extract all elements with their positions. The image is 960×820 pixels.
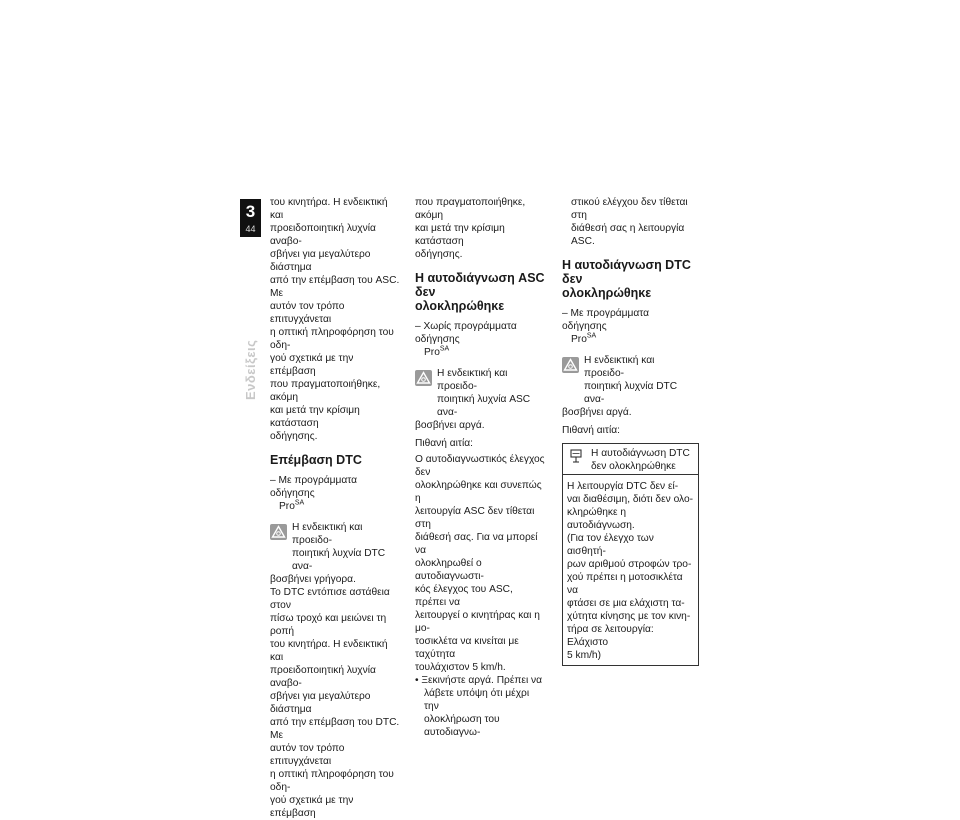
- condition-line: – Με προγράμματα οδήγησης: [562, 308, 650, 332]
- indicator-block: [562, 354, 692, 419]
- text-line: προειδοποιητική λυχνία αναβο-: [270, 223, 376, 247]
- text-line: Η ενδεικτική και προειδο-: [292, 522, 363, 546]
- text-line: ποιητική λυχνία DTC ανα-: [292, 548, 386, 572]
- chapter-tab: [240, 199, 261, 237]
- heading-line: ολοκληρώθηκε: [562, 286, 652, 300]
- text-line: και μετά την κρίσιμη κατάσταση: [415, 223, 505, 247]
- cause-label: Πιθανή αιτία:: [415, 438, 473, 449]
- text-line: οδήγησης.: [270, 431, 318, 442]
- text-line: κληρώθηκε η αυτοδιάγνωση.: [567, 507, 635, 531]
- text-line: η οπτική πληροφόρηση του οδη-: [270, 327, 394, 351]
- section-label: Ενδείξεις: [243, 339, 258, 400]
- col1-body: [270, 586, 400, 820]
- cause-label: Πιθανή αιτία:: [562, 425, 620, 436]
- text-line: λειτουργεί ο κινητήρας και η μο-: [415, 610, 540, 634]
- condition-line-2: [415, 346, 545, 359]
- condition-line: – Χωρίς προγράμματα οδήγησης: [415, 321, 517, 345]
- diagnosis-info-box: [562, 443, 699, 666]
- heading-line: ολοκληρώθηκε: [415, 299, 505, 313]
- text-line: αυτόν τον τρόπο επιτυγχάνεται: [270, 743, 345, 767]
- box-header: [563, 444, 698, 475]
- pro-label: Pro: [279, 501, 295, 512]
- text-line: τουλάχιστον 5 km/h.: [415, 662, 506, 673]
- text-line: και μετά την κρίσιμη κατάσταση: [270, 405, 360, 429]
- column-3: [562, 196, 692, 666]
- text-line: ποιητική λυχνία DTC ανα-: [584, 381, 678, 405]
- box-body: [563, 475, 698, 665]
- text-line: Η αυτοδιάγνωση DTC: [591, 448, 690, 459]
- text-line: χού πρέπει η μοτοσικλέτα να: [567, 572, 683, 596]
- chapter-number: 3: [245, 202, 256, 221]
- text-line: λάβετε υπόψη ότι μέχρι την: [424, 688, 530, 712]
- text-line: που πραγματοποιήθηκε, ακόμη: [270, 379, 381, 403]
- sa-sup: SA: [586, 332, 597, 340]
- indicator-lamp-icon: [570, 449, 582, 465]
- cause-text: [415, 453, 545, 674]
- indicator-block: [270, 521, 400, 586]
- text-line: βοσβήνει αργά.: [415, 420, 485, 431]
- text-line: ναι διαθέσιμη, διότι δεν ολο-: [567, 494, 694, 505]
- text-line: ρων αριθμού στροφών τρο-: [567, 559, 692, 570]
- text-line: σβήνει για μεγαλύτερο διάστημα: [270, 691, 371, 715]
- text-line: δεν ολοκληρώθηκε: [591, 461, 676, 472]
- text-line: ποιητική λυχνία ASC ανα-: [437, 394, 531, 418]
- sa-sup: SA: [294, 499, 305, 507]
- text-line: από την επέμβαση του DTC. Με: [270, 717, 400, 741]
- page-number: 44: [245, 224, 256, 234]
- text-line: διάθεσή σας. Για να μπορεί να: [415, 532, 538, 556]
- text-line: του κινητήρα. Η ενδεικτική και: [270, 639, 388, 663]
- condition-line-2: [562, 333, 692, 346]
- col1-intro: [270, 196, 400, 443]
- text-line: ολοκληρώθηκε και συνεπώς η: [415, 480, 542, 504]
- text-line: (Για τον έλεγχο των αισθητή-: [567, 533, 654, 557]
- text-line: τήρα σε λειτουργία: Ελάχιστο: [567, 624, 654, 648]
- text-line: του κινητήρα. Η ενδεικτική και: [270, 197, 388, 221]
- col3-intro: [562, 196, 692, 248]
- text-line: λειτουργία ASC δεν τίθεται στη: [415, 506, 535, 530]
- text-line: φτάσει σε μια ελάχιστη τα-: [567, 598, 685, 609]
- instruction-bullet: [415, 674, 545, 739]
- text-line: βοσβήνει γρήγορα.: [270, 574, 356, 585]
- condition-line-2: [270, 500, 400, 513]
- text-line: ολοκληρωθεί ο αυτοδιαγνωστι-: [415, 558, 484, 582]
- text-line: Το DTC εντόπισε αστάθεια στον: [270, 587, 390, 611]
- text-line: πίσω τροχό και μειώνει τη ροπή: [270, 613, 387, 637]
- text-line: γού σχετικά με την επέμβαση: [270, 795, 354, 819]
- warning-triangle-lamp-icon: [270, 524, 287, 540]
- text-line: τοσικλέτα να κινείται με ταχύτητα: [415, 636, 519, 660]
- text-line: αυτόν τον τρόπο επιτυγχάνεται: [270, 301, 345, 325]
- text-line: ολοκλήρωση του αυτοδιαγνω-: [424, 714, 500, 738]
- warning-triangle-lamp-icon: [562, 357, 579, 373]
- text-line: οδήγησης.: [415, 249, 463, 260]
- text-line: προειδοποιητική λυχνία αναβο-: [270, 665, 376, 689]
- text-line: Η ενδεικτική και προειδο-: [584, 355, 655, 379]
- sa-sup: SA: [439, 345, 450, 353]
- bullet-line: • Ξεκινήστε αργά. Πρέπει να: [415, 675, 543, 686]
- text-line: που πραγματοποιήθηκε, ακόμη: [415, 197, 526, 221]
- text-line: κός έλεγχος του ASC, πρέπει να: [415, 584, 513, 608]
- pro-label: Pro: [571, 334, 587, 345]
- text-line: η οπτική πληροφόρηση του οδη-: [270, 769, 394, 793]
- text-line: βοσβήνει αργά.: [562, 407, 632, 418]
- text-line: Η λειτουργία DTC δεν εί-: [567, 481, 679, 492]
- heading-asc-self-diagnosis: [415, 271, 545, 313]
- heading-dtc-intervention: Επέμβαση DTC: [270, 453, 362, 467]
- text-line: διάθεσή σας η λειτουργία ASC.: [571, 223, 685, 247]
- indicator-block: [415, 367, 545, 432]
- text-line: Ο αυτοδιαγνωστικός έλεγχος δεν: [415, 454, 545, 478]
- condition-line: – Με προγράμματα οδήγησης: [270, 475, 358, 499]
- text-line: γού σχετικά με την επέμβαση: [270, 353, 354, 377]
- text-line: σβήνει για μεγαλύτερο διάστημα: [270, 249, 371, 273]
- text-line: στικού ελέγχου δεν τίθεται στη: [571, 197, 688, 221]
- column-2: [415, 196, 545, 739]
- heading-line: Η αυτοδιάγνωση ASC δεν: [415, 271, 545, 299]
- column-1: [270, 196, 400, 820]
- text-line: από την επέμβαση του ASC. Με: [270, 275, 400, 299]
- col2-intro: [415, 196, 545, 261]
- text-line: 5 km/h): [567, 650, 601, 661]
- warning-triangle-lamp-icon: [415, 370, 432, 386]
- pro-label: Pro: [424, 347, 440, 358]
- text-line: χύτητα κίνησης με τον κινη-: [567, 611, 691, 622]
- heading-dtc-self-diagnosis: [562, 258, 692, 300]
- text-line: Η ενδεικτική και προειδο-: [437, 368, 508, 392]
- heading-line: Η αυτοδιάγνωση DTC δεν: [562, 258, 691, 286]
